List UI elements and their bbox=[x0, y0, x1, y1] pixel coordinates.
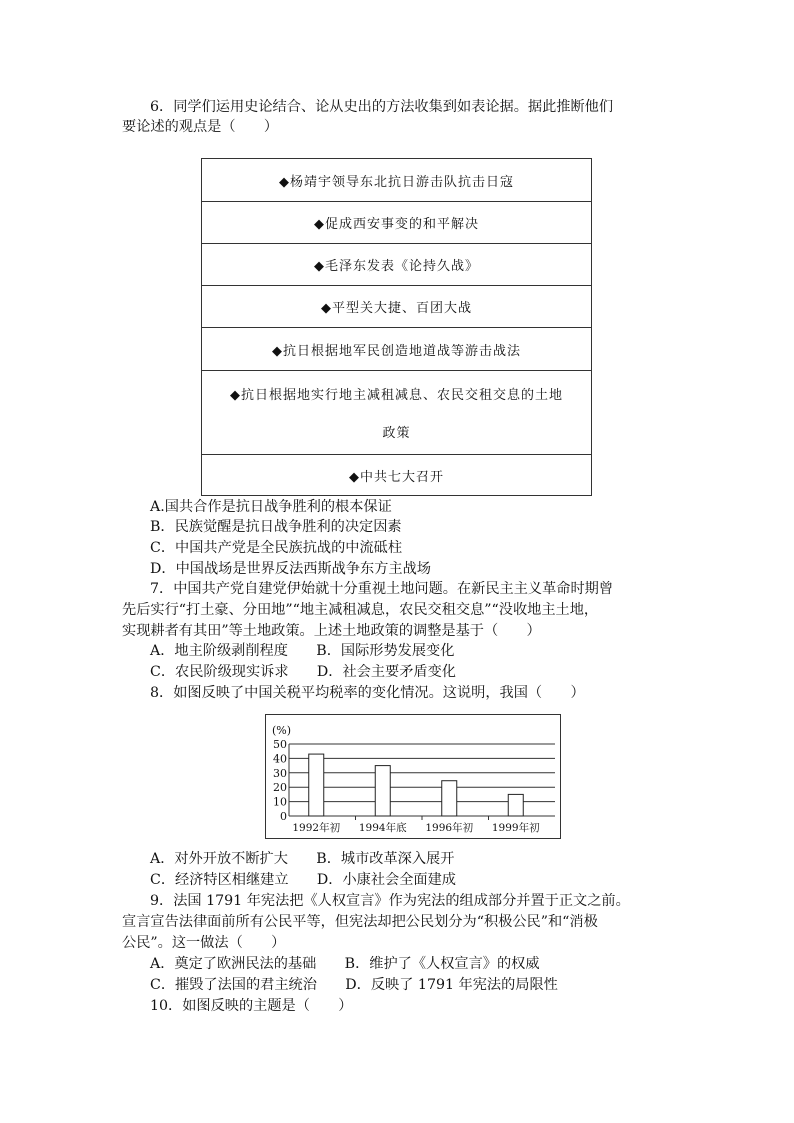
q8-stem-line1: 8．如图反映了中国关税平均税率的变化情况。这说明，我国（ ） bbox=[150, 685, 585, 701]
y-tick-label: 40 bbox=[273, 752, 287, 766]
bar bbox=[508, 794, 523, 816]
q6-evidence-table bbox=[201, 158, 592, 496]
table-row: ◆抗日根据地实行地主减租减息、农民交租交息的土地 政策 bbox=[202, 371, 591, 455]
q9-stem-line2: 宣言宣告法律面前所有公民平等，但宪法却把公民划分为“积极公民”和“消极 bbox=[122, 914, 598, 930]
q7-stem-line1: 7．中国共产党自建党伊始就十分重视土地问题。在新民主主义革命时期曾 bbox=[150, 581, 614, 597]
y-axis-label: (%) bbox=[272, 724, 292, 737]
q7-stem-line2: 先后实行“打土豪、分田地”“地主减租减息，农民交租交息”“没收地主土地， bbox=[122, 602, 599, 618]
q7-options-row1: A．地主阶级剥削程度 B．国际形势发展变化 bbox=[150, 643, 455, 659]
bar bbox=[375, 766, 390, 816]
q6-option-a: A.国共合作是抗日战争胜利的根本保证 bbox=[150, 499, 392, 515]
q7-options-row2: C．农民阶级现实诉求 D．社会主要矛盾变化 bbox=[150, 664, 456, 680]
x-category-label: 1992年初 bbox=[292, 822, 341, 834]
x-category-label: 1996年初 bbox=[425, 822, 474, 834]
q8-options-row1: A．对外开放不断扩大 B．城市改革深入展开 bbox=[150, 851, 455, 867]
table-row: ◆促成西安事变的和平解决 bbox=[202, 202, 591, 244]
bar bbox=[442, 781, 457, 816]
tariff-bar-chart bbox=[266, 715, 560, 838]
q6-option-b: B．民族觉醒是抗日战争胜利的决定因素 bbox=[150, 519, 402, 535]
table-row: ◆中共七大召开 bbox=[349, 469, 444, 485]
tariff-rate-chart bbox=[265, 714, 561, 839]
q7-stem-line3: 实现耕者有其田”等土地政策。上述土地政策的调整是基于（ ） bbox=[122, 623, 541, 639]
y-tick-label: 0 bbox=[280, 810, 287, 823]
table-row: ◆抗日根据地军民创造地道战等游击战法 bbox=[202, 328, 591, 371]
y-tick-label: 10 bbox=[273, 795, 287, 809]
table-row: ◆毛泽东发表《论持久战》 bbox=[202, 244, 591, 286]
y-tick-label: 50 bbox=[273, 738, 287, 751]
bar bbox=[309, 754, 324, 816]
table-row: ◆杨靖宇领导东北抗日游击队抗击日寇 bbox=[202, 159, 591, 202]
q9-stem-line1: 9．法国 1791 年宪法把《人权宣言》作为宪法的组成部分并置于正文之前。 bbox=[150, 893, 630, 909]
q6-stem-line2: 要论述的观点是（ ） bbox=[122, 119, 279, 135]
y-tick-label: 30 bbox=[273, 766, 287, 780]
q10-stem-line1: 10．如图反映的主题是（ ） bbox=[150, 998, 353, 1014]
x-category-label: 1994年底 bbox=[358, 822, 407, 834]
table-row: ◆平型关大捷、百团大战 bbox=[202, 286, 591, 328]
q6-stem-line1: 6．同学们运用史论结合、论从史出的方法收集到如表论据。据此推断他们 bbox=[150, 99, 614, 115]
q9-options-row1: A．奠定了欧洲民法的基础 B．维护了《人权宣言》的权威 bbox=[150, 956, 540, 972]
q6-option-c: C．中国共产党是全民族抗战的中流砥柱 bbox=[150, 540, 403, 556]
x-category-label: 1999年初 bbox=[491, 822, 540, 834]
q8-options-row2: C．经济特区相继建立 D．小康社会全面建成 bbox=[150, 872, 456, 888]
q6-option-d: D．中国战场是世界反法西斯战争东方主战场 bbox=[150, 561, 431, 577]
q9-stem-line3: 公民”。这一做法（ ） bbox=[122, 935, 286, 951]
y-tick-label: 20 bbox=[273, 781, 287, 795]
q9-options-row2: C．摧毁了法国的君主统治 D．反映了 1791 年宪法的局限性 bbox=[150, 977, 558, 993]
